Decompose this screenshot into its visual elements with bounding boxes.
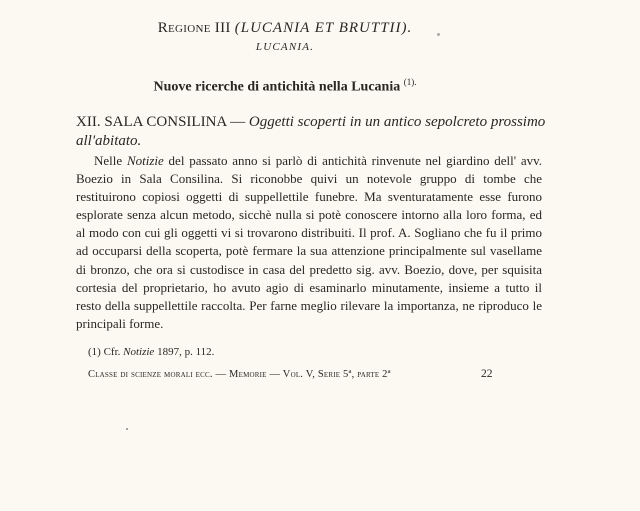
page-number: 22 xyxy=(481,368,493,380)
article-heading-text: Nuove ricerche di antichità nella Lucania xyxy=(153,79,401,95)
print-speck xyxy=(437,33,440,36)
footnote-source: Notizie xyxy=(123,346,155,358)
footnote-ref: (1). xyxy=(403,77,417,87)
subregion-label: LUCANIA. xyxy=(255,41,315,53)
footnote-ref-text: 1897, p. 112. xyxy=(157,346,215,358)
body-paragraph xyxy=(76,152,542,333)
footnote xyxy=(88,346,214,358)
section-number-place: XII. SALA CONSILINA — xyxy=(76,114,246,130)
body-text: del passato anno si parlò di antichità rinvenute nel giardino dell' avv. Boezio in Sala Consilina. Si riconobbe quivi un notevole gruppo di tombe che restituirono copiosi oggetti di suppellettile funebre. Ma sventuratamente esse furono esplorate senza alcun metodo, sicchè nulla si potè conoscere intorno alla loro forma, ed al modo con cui gli oggetti vi si trovarono distribuiti. Il prof. A. Sogliano che fu il primo ad occuparsi della scoperta, potè fermare la sua attenzione principalmente sul vasellame di bronzo, che ora si custodisce in casa del predetto sig. avv. Boezio, dove, per squisita cortesia del proprietario, ho avuto agio di esaminarlo minutamente, insieme a tutto il resto della suppellettile raccolta. Per farne meglio rilevare la importanza, ne riproduco le principali forme. xyxy=(76,153,543,331)
print-speck-lower xyxy=(126,428,128,430)
article-heading xyxy=(0,77,570,96)
footnote-marker: (1) Cfr. xyxy=(88,346,121,358)
section-title xyxy=(76,113,546,151)
section-subtitle: Oggetti scoperti in un antico sepolcreto prossimo all'abitato. xyxy=(76,114,546,149)
region-header xyxy=(0,20,570,37)
body-prefix: Nelle xyxy=(94,153,123,168)
region-name: (LUCANIA ET BRUTTII). xyxy=(234,20,413,36)
body-notizie: Notizie xyxy=(126,153,164,168)
running-footer: Classe di scienze morali ecc. — Memorie — Vol. V, Serie 5ª, parte 2ª xyxy=(88,369,391,380)
region-label: Regione III xyxy=(157,20,231,36)
